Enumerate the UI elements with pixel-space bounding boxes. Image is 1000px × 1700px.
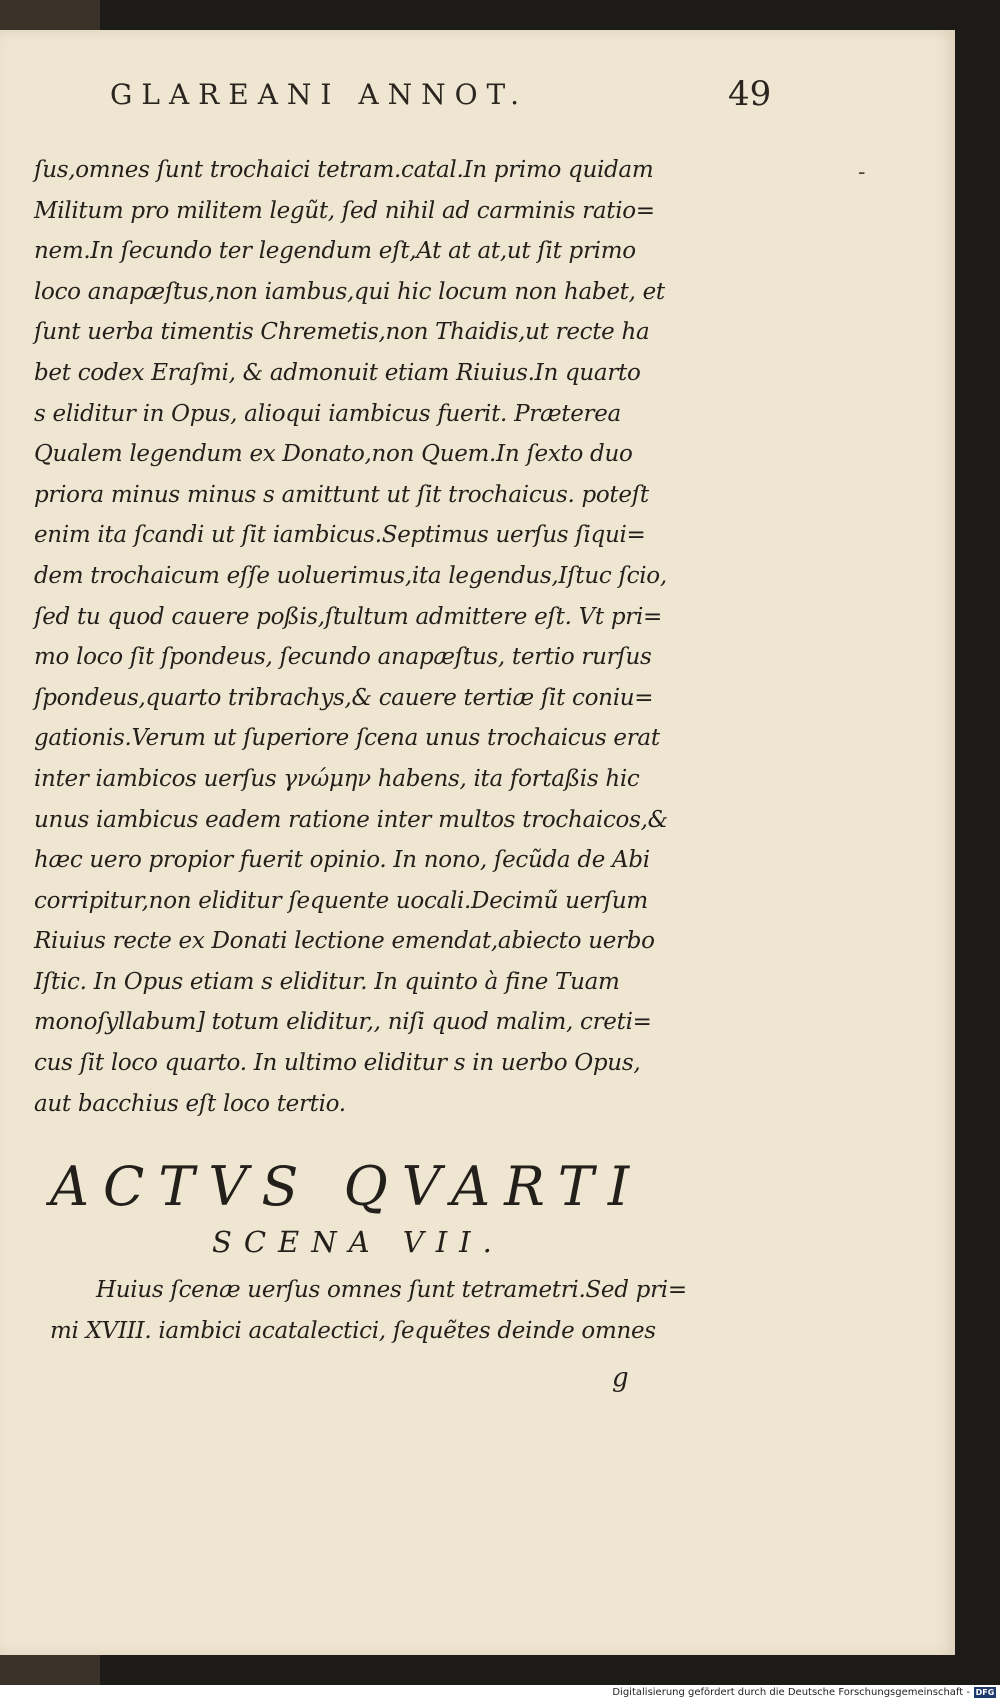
text-line: nem.In ſecundo ter legendum eſt,At at at,ut ſit primo	[34, 238, 636, 265]
text-line: aut bacchius eſt loco tertio.	[34, 1090, 346, 1117]
margin-mark: -	[858, 160, 866, 185]
text-line: enim ita ſcandi ut ſit iambicus.Septimus uerſus ſiqui=	[34, 522, 646, 549]
book-spine-top	[0, 0, 100, 30]
footer-credit: Digitalisierung gefördert durch die Deutsche Forschungsgemeinschaft -	[612, 1687, 970, 1698]
text-line: ſus,omnes ſunt trochaici tetram.catal.In primo quidam	[34, 157, 654, 183]
text-line: ſed tu quod cauere poßis,ſtultum admittere eſt. Vt pri=	[34, 603, 662, 630]
text-line: hæc uero propior fuerit opinio. In nono, ſecũda de Abi	[34, 847, 650, 874]
text-line: Iſtic. In Opus etiam s eliditur. In quinto à fine Tuam	[34, 968, 620, 995]
text-line: ſunt uerba timentis Chremetis,non Thaidis,ut recte ha	[34, 319, 650, 346]
text-line: corripitur,non eliditur ſequente uocali.Decimũ uerſum	[34, 887, 648, 914]
text-line: gationis.Verum ut ſuperiore ſcena unus trochaicus erat	[34, 725, 660, 752]
page-number: 49	[728, 74, 772, 114]
text-line: mo loco ſit ſpondeus, ſecundo anapæſtus, tertio rurſus	[34, 644, 652, 671]
text-line: loco anapæſtus,non iambus,qui hic locum non habet, et	[34, 278, 665, 305]
text-line: Qualem legendum ex Donato,non Quem.In ſexto duo	[34, 441, 633, 468]
text-line: unus iambicus eadem ratione inter multos trochaicos,&	[34, 806, 668, 833]
text-line: inter iambicos uerſus γνώμην habens, ita fortaßis hic	[34, 765, 640, 792]
text-line: Riuius recte ex Donati lectione emendat,abiecto uerbo	[34, 928, 655, 955]
text-line: monoſyllabum] totum eliditur,, niſi quod malim, creti=	[34, 1009, 652, 1036]
book-spine-bottom	[0, 1655, 100, 1685]
text-line: s eliditur in Opus, alioqui iambicus fuerit. Præterea	[34, 400, 621, 427]
text-line: dem trochaicum eſſe uoluerimus,ita legendus,Iſtuc ſcio,	[34, 562, 667, 589]
scene-text	[50, 1270, 750, 1351]
text-line: ſpondeus,quarto tribrachys,& cauere tertiæ ſit coniu=	[34, 684, 654, 711]
text-line: Huius ſcenæ uerſus omnes ſunt tetrametri.Sed pri=	[96, 1277, 687, 1303]
text-line: Militum pro militem legũt, ſed nihil ad carminis ratio=	[34, 197, 655, 224]
running-title: GLAREANI ANNOT.	[110, 78, 529, 111]
body-text	[34, 150, 744, 1124]
act-heading: ACTVS QVARTI	[50, 1155, 644, 1218]
text-line: bet codex Eraſmi, & admonuit etiam Riuius.In quarto	[34, 359, 641, 386]
scene-heading: SCENA VII.	[212, 1225, 504, 1259]
text-line: mi XVIII. iambici acatalectici, ſequẽtes deinde omnes	[50, 1317, 656, 1344]
catchword: g	[612, 1363, 629, 1393]
text-line: cus ſit loco quarto. In ultimo eliditur s in uerbo Opus,	[34, 1050, 641, 1077]
dfg-logo-icon: DFG	[975, 1688, 995, 1697]
text-line: priora minus minus s amittunt ut ſit trochaicus. poteſt	[34, 481, 649, 508]
